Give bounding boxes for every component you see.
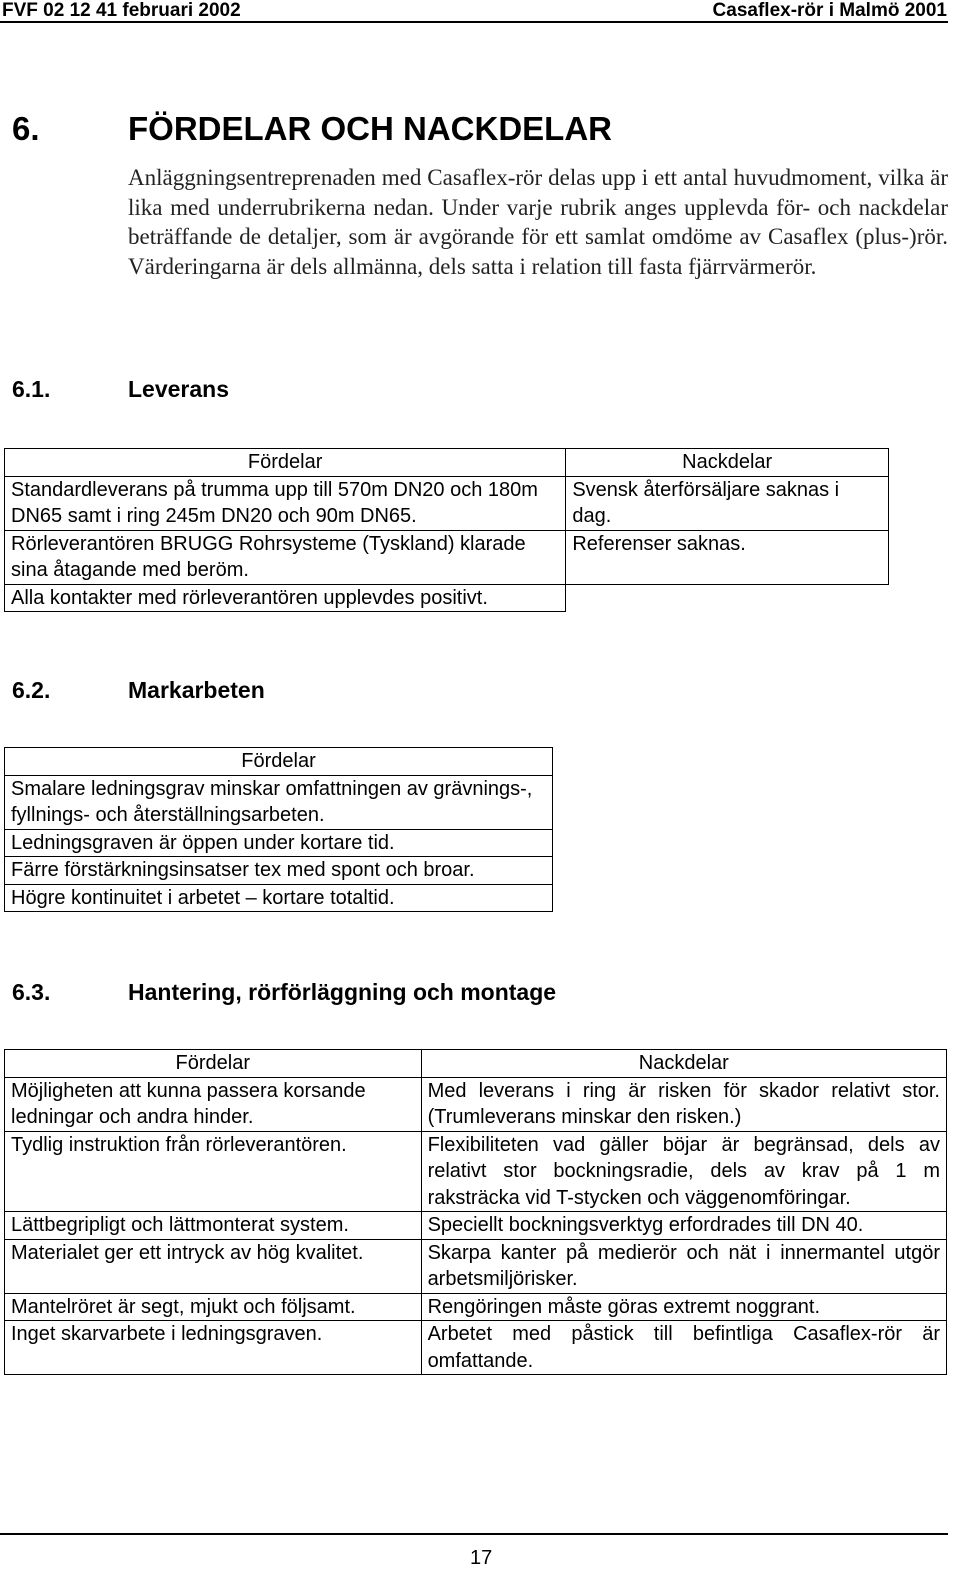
markarbeten-head-pros: Fördelar [5,748,553,776]
hantering-pro: Mantelröret är segt, mjukt och följsamt. [5,1293,422,1321]
hantering-pro: Lättbegripligt och lättmonterat system. [5,1212,422,1240]
hantering-con: Arbetet med påstick till befintliga Casaflex-rör är omfattande. [421,1321,946,1375]
leverans-empty-cell [566,584,889,612]
markarbeten-pro: Färre förstärkningsinsatser tex med spont och broar. [5,857,553,885]
hantering-con: Flexibiliteten vad gäller böjar är begränsad, dels av relativt stor bockningsradie, dels av krav på 1 m raksträcka vid T-stycken och väggenomföringar. [421,1131,946,1212]
hantering-con: Speciellt bockningsverktyg erfordrades till DN 40. [421,1212,946,1240]
leverans-con: Svensk återförsäljare saknas i dag. [566,476,889,530]
leverans-con: Referenser saknas. [566,530,889,584]
subsection-6-2-title: Markarbeten [128,677,265,703]
page-number: 17 [470,1547,493,1569]
hantering-table [4,1049,947,1375]
hantering-con: Rengöringen måste göras extremt noggrant. [421,1293,946,1321]
section-number: 6. [12,110,40,147]
subsection-6-1-number: 6.1. [12,376,51,402]
markarbeten-pro: Högre kontinuitet i arbetet – kortare totaltid. [5,884,553,912]
footer-rule [0,1533,948,1535]
header-doc-title: Casaflex-rör i Malmö 2001 [712,0,947,21]
hantering-head-pros: Fördelar [5,1050,422,1078]
subsection-6-2-number: 6.2. [12,677,51,703]
section-title: FÖRDELAR OCH NACKDELAR [128,110,612,147]
section-intro: Anläggningsentreprenaden med Casaflex-rör delas upp i ett antal huvudmoment, vilka är lika med underrubrikerna nedan. Under varje rubrik anges upplevda för- och nackdelar beträffande de detaljer, som är avgörande för ett samlat omdöme av Casaflex (plus-)rör. Värderingarna är dels allmänna, dels satta i relation till fasta fjärrvärmerör. [128,165,948,279]
header-rule [0,21,948,23]
subsection-6-3-title: Hantering, rörförläggning och montage [128,979,557,1005]
header-doc-id: FVF 02 12 41 februari 2002 [2,0,241,21]
markarbeten-pro: Ledningsgraven är öppen under kortare tid. [5,829,553,857]
hantering-pro: Möjligheten att kunna passera korsande ledningar och andra hinder. [5,1077,422,1131]
hantering-pro: Materialet ger ett intryck av hög kvalitet. [5,1239,422,1293]
leverans-head-cons: Nackdelar [566,449,889,477]
subsection-6-1-title: Leverans [128,376,230,402]
leverans-pro: Rörleverantören BRUGG Rohrsysteme (Tyskland) klarade sina åtagande med beröm. [5,530,566,584]
hantering-head-cons: Nackdelar [421,1050,946,1078]
subsection-6-3-number: 6.3. [12,979,51,1005]
hantering-pro: Inget skarvarbete i ledningsgraven. [5,1321,422,1375]
leverans-table [4,448,889,612]
leverans-pro: Standardleverans på trumma upp till 570m DN20 och 180m DN65 samt i ring 245m DN20 och 90m DN65. [5,476,566,530]
leverans-pro: Alla kontakter med rörleverantören upplevdes positivt. [5,584,566,612]
hantering-pro: Tydlig instruktion från rörleverantören. [5,1131,422,1212]
hantering-con: Skarpa kanter på medierör och nät i innermantel utgör arbetsmiljörisker. [421,1239,946,1293]
page-header [0,0,960,22]
hantering-con: Med leverans i ring är risken för skador relativt stor. (Trumleverans minskar den risken.) [421,1077,946,1131]
markarbeten-table [4,747,553,912]
markarbeten-pro: Smalare ledningsgrav minskar omfattningen av grävnings-, fyllnings- och återställningsarbeten. [5,775,553,829]
leverans-head-pros: Fördelar [5,449,566,477]
